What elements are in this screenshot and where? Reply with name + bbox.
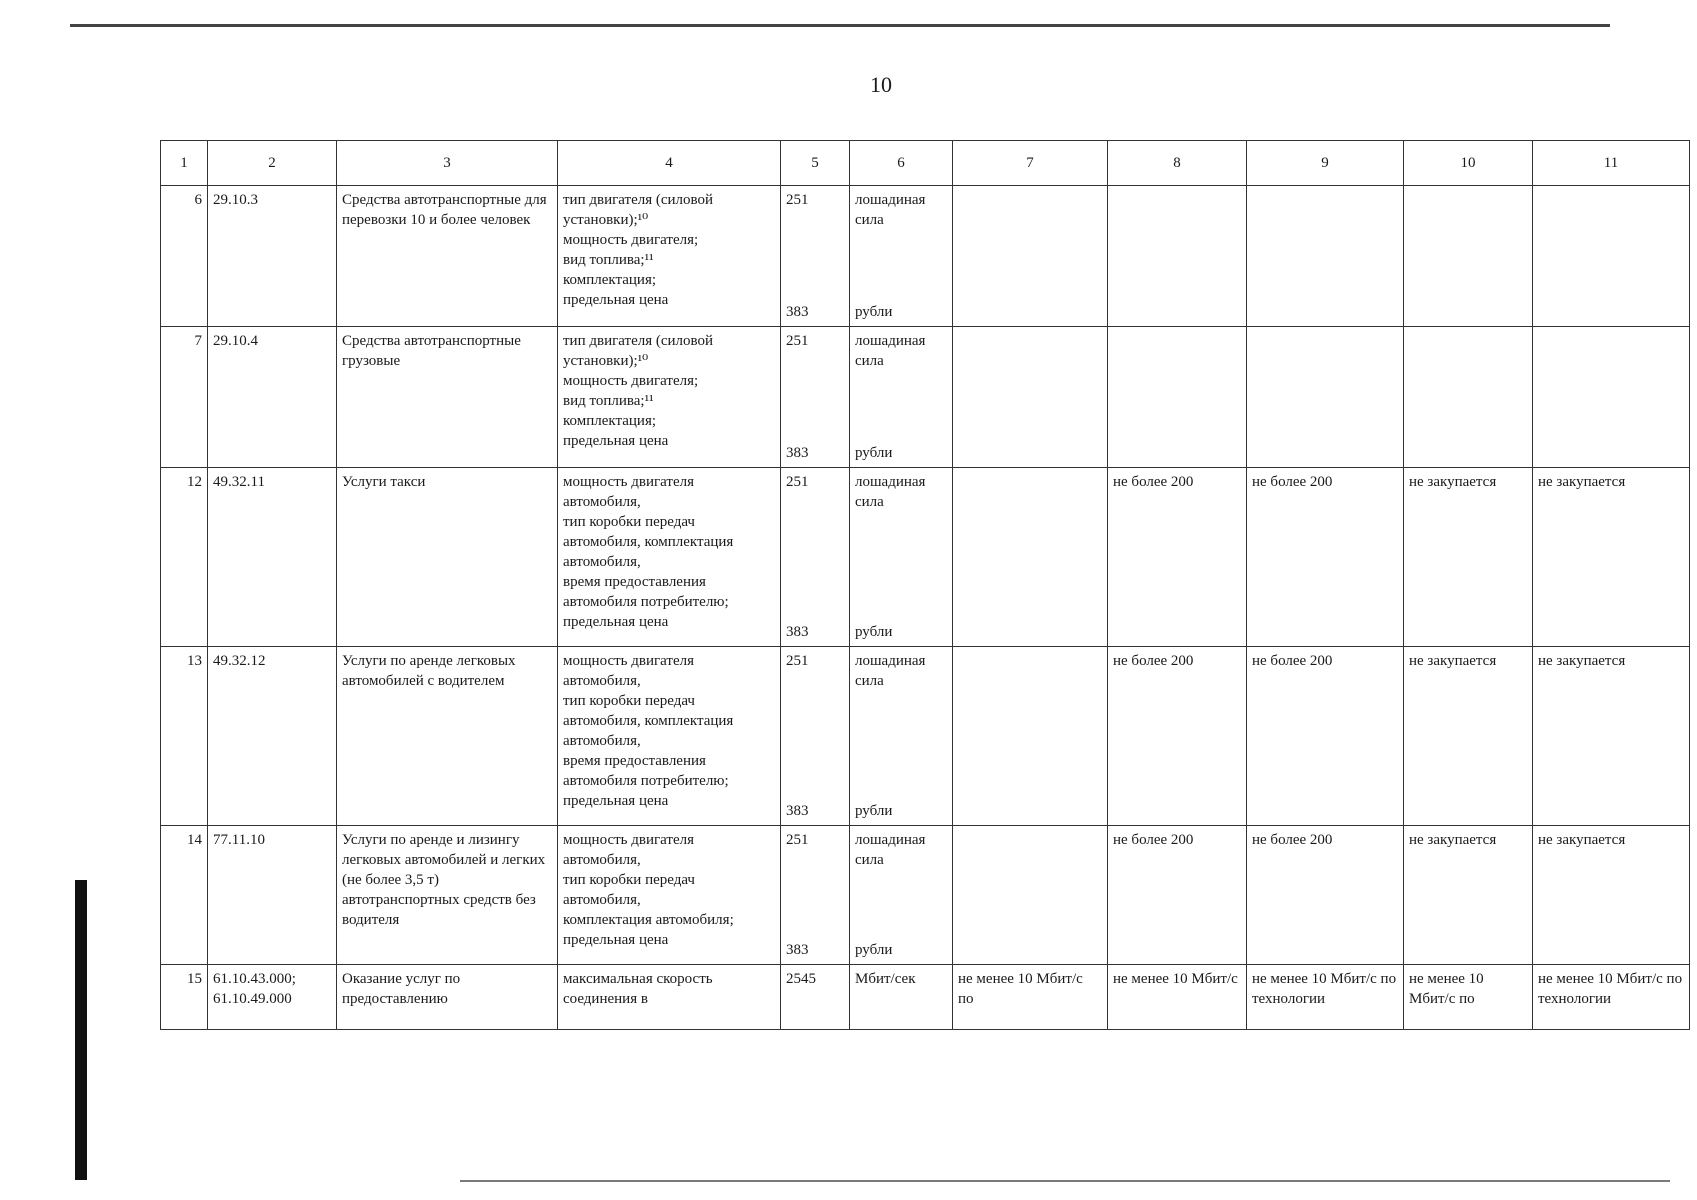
- table-row: [161, 468, 1690, 647]
- characteristics-cell: [558, 327, 781, 468]
- okei-code-bottom: 383: [786, 624, 809, 640]
- unit-stack: [855, 190, 947, 322]
- value-text: не закупается: [1538, 474, 1626, 490]
- value-cell-9: [1247, 186, 1404, 327]
- row-number-cell: [161, 965, 208, 1030]
- okei-code-top: 251: [786, 474, 809, 490]
- row-number: 12: [187, 474, 202, 490]
- characteristic-line: мощность двигателя;: [563, 232, 699, 248]
- value-cell-9: [1247, 965, 1404, 1030]
- characteristic-line: тип коробки передач автомобиля, комплектация автомобиля,: [563, 514, 734, 570]
- characteristic-line: время предоставления автомобиля потребителю;: [563, 753, 729, 789]
- unit-cell: [850, 186, 953, 327]
- characteristic-line: тип коробки передач автомобиля,: [563, 872, 695, 908]
- okei-stack: [786, 830, 844, 960]
- characteristic-line: предельная цена: [563, 433, 669, 449]
- value-text: не более 200: [1113, 832, 1194, 848]
- okei-code-cell: [781, 647, 850, 826]
- characteristic-line: мощность двигателя автомобиля,: [563, 474, 695, 510]
- table-row: [161, 647, 1690, 826]
- value-text: не менее 10 Мбит/с по технологии: [1538, 971, 1683, 1007]
- unit-bottom: рубли: [855, 624, 893, 640]
- row-number: 7: [194, 333, 202, 349]
- value-cell-9: [1247, 468, 1404, 647]
- item-name: Средства автотранспортные для перевозки 10 и более человек: [342, 192, 547, 228]
- header-row: [161, 141, 1690, 186]
- okei-code-bottom: 383: [786, 803, 809, 819]
- okei-stack: [786, 651, 844, 821]
- item-name-cell: [337, 327, 558, 468]
- value-text: не менее 10 Мбит/с по: [1409, 971, 1484, 1007]
- header-cell: 2: [208, 141, 337, 186]
- row-number: 13: [187, 653, 202, 669]
- item-name: Услуги по аренде и лизингу легковых автомобилей и легких (не более 3,5 т) автотранспортных средств без водителя: [342, 832, 546, 928]
- okei-code-top: 251: [786, 832, 809, 848]
- characteristics-cell: [558, 647, 781, 826]
- value-cell-9: [1247, 826, 1404, 965]
- unit-bottom: рубли: [855, 445, 893, 461]
- value-cell-11: [1533, 965, 1690, 1030]
- table-body: [161, 186, 1690, 1030]
- characteristic-line: предельная цена: [563, 793, 669, 809]
- characteristic-line: мощность двигателя автомобиля,: [563, 832, 695, 868]
- value-cell-9: [1247, 327, 1404, 468]
- value-text: не более 200: [1113, 653, 1194, 669]
- characteristic-line: тип двигателя (силовой установки);¹⁰: [563, 333, 714, 369]
- unit-bottom: рубли: [855, 803, 893, 819]
- okei-code-cell: [781, 468, 850, 647]
- header-cell: 11: [1533, 141, 1690, 186]
- value-cell-8: [1108, 965, 1247, 1030]
- characteristic-line: тип коробки передач автомобиля, комплектация автомобиля,: [563, 693, 734, 749]
- okpd-code-cell: [208, 647, 337, 826]
- okei-code-cell: [781, 186, 850, 327]
- characteristics-cell: [558, 826, 781, 965]
- row-number: 14: [187, 832, 202, 848]
- characteristic-line: время предоставления автомобиля потребителю;: [563, 574, 729, 610]
- unit-cell: [850, 468, 953, 647]
- value-text: не закупается: [1409, 474, 1497, 490]
- unit-stack: [855, 651, 947, 821]
- okpd-code-cell: [208, 327, 337, 468]
- value-text: не менее 10 Мбит/с по: [958, 971, 1083, 1007]
- value-cell-7: [953, 327, 1108, 468]
- unit-bottom: рубли: [855, 942, 893, 958]
- row-number-cell: [161, 647, 208, 826]
- item-name-cell: [337, 468, 558, 647]
- characteristics-cell: [558, 186, 781, 327]
- characteristics-cell: [558, 965, 781, 1030]
- characteristic-line: мощность двигателя;: [563, 373, 699, 389]
- okei-stack: [786, 969, 844, 1025]
- okei-code-top: 251: [786, 333, 809, 349]
- value-cell-10: [1404, 826, 1533, 965]
- value-cell-11: [1533, 327, 1690, 468]
- characteristic-line: тип двигателя (силовой установки);¹⁰: [563, 192, 714, 228]
- unit-bottom: рубли: [855, 304, 893, 320]
- unit-stack: [855, 830, 947, 960]
- value-cell-7: [953, 965, 1108, 1030]
- value-cell-7: [953, 647, 1108, 826]
- value-cell-7: [953, 468, 1108, 647]
- characteristic-line: комплектация;: [563, 413, 657, 429]
- okei-code-bottom: 383: [786, 942, 809, 958]
- unit-stack: [855, 472, 947, 642]
- header-cell: 10: [1404, 141, 1533, 186]
- okpd-code: 49.32.11: [213, 474, 265, 490]
- okpd-code: 29.10.4: [213, 333, 258, 349]
- characteristic-line: предельная цена: [563, 614, 669, 630]
- value-cell-11: [1533, 826, 1690, 965]
- table-row: [161, 186, 1690, 327]
- scan-edge-bar: [75, 880, 87, 1180]
- characteristic-line: предельная цена: [563, 292, 669, 308]
- value-cell-7: [953, 826, 1108, 965]
- scan-bottom-rule: [460, 1180, 1670, 1182]
- row-number: 15: [187, 971, 202, 987]
- characteristic-line: предельная цена: [563, 932, 669, 948]
- unit-cell: [850, 647, 953, 826]
- unit-top: лошадиная сила: [855, 653, 926, 689]
- value-text: не более 200: [1252, 653, 1333, 669]
- characteristic-line: комплектация автомобиля;: [563, 912, 734, 928]
- item-name-cell: [337, 965, 558, 1030]
- value-text: не менее 10 Мбит/с: [1113, 971, 1238, 987]
- value-text: не закупается: [1409, 832, 1497, 848]
- okei-code-cell: [781, 826, 850, 965]
- row-number-cell: [161, 826, 208, 965]
- value-text: не закупается: [1538, 832, 1626, 848]
- value-cell-8: [1108, 826, 1247, 965]
- table-row: [161, 965, 1690, 1030]
- table-row: [161, 826, 1690, 965]
- header-cell: 5: [781, 141, 850, 186]
- value-text: не более 200: [1252, 474, 1333, 490]
- okpd-code: 77.11.10: [213, 832, 265, 848]
- header-cell: 3: [337, 141, 558, 186]
- characteristic-line: вид топлива;¹¹: [563, 252, 654, 268]
- okpd-code: 49.32.12: [213, 653, 266, 669]
- characteristic-line: комплектация;: [563, 272, 657, 288]
- value-text: не закупается: [1409, 653, 1497, 669]
- value-cell-11: [1533, 647, 1690, 826]
- header-cell: 8: [1108, 141, 1247, 186]
- value-cell-10: [1404, 186, 1533, 327]
- value-cell-8: [1108, 327, 1247, 468]
- header-cell: 4: [558, 141, 781, 186]
- okei-code-top: 2545: [786, 971, 816, 987]
- unit-cell: [850, 826, 953, 965]
- okei-code-bottom: 383: [786, 445, 809, 461]
- value-cell-11: [1533, 186, 1690, 327]
- okpd-code: 61.10.43.000; 61.10.49.000: [213, 971, 296, 1007]
- unit-top: лошадиная сила: [855, 474, 926, 510]
- okei-code-cell: [781, 965, 850, 1030]
- value-text: не более 200: [1252, 832, 1333, 848]
- unit-top: лошадиная сила: [855, 192, 926, 228]
- value-text: не закупается: [1538, 653, 1626, 669]
- okpd-code-cell: [208, 965, 337, 1030]
- value-cell-9: [1247, 647, 1404, 826]
- unit-top: Мбит/сек: [855, 971, 916, 987]
- item-name-cell: [337, 826, 558, 965]
- characteristic-line: мощность двигателя автомобиля,: [563, 653, 695, 689]
- okei-code-top: 251: [786, 653, 809, 669]
- okei-stack: [786, 472, 844, 642]
- page-number: 10: [870, 72, 892, 97]
- okei-stack: [786, 331, 844, 463]
- requirements-table: [160, 140, 1690, 1030]
- okpd-code-cell: [208, 186, 337, 327]
- characteristics-cell: [558, 468, 781, 647]
- unit-top: лошадиная сила: [855, 333, 926, 369]
- row-number-cell: [161, 468, 208, 647]
- value-cell-10: [1404, 327, 1533, 468]
- row-number-cell: [161, 327, 208, 468]
- okei-code-top: 251: [786, 192, 809, 208]
- item-name: Услуги такси: [342, 474, 426, 490]
- header-cell: 9: [1247, 141, 1404, 186]
- value-cell-8: [1108, 468, 1247, 647]
- okei-code-cell: [781, 327, 850, 468]
- unit-cell: [850, 327, 953, 468]
- okpd-code-cell: [208, 468, 337, 647]
- header-cell: 6: [850, 141, 953, 186]
- value-cell-10: [1404, 965, 1533, 1030]
- item-name-cell: [337, 186, 558, 327]
- value-cell-7: [953, 186, 1108, 327]
- unit-stack: [855, 969, 947, 1025]
- value-cell-10: [1404, 647, 1533, 826]
- okpd-code-cell: [208, 826, 337, 965]
- unit-top: лошадиная сила: [855, 832, 926, 868]
- unit-cell: [850, 965, 953, 1030]
- unit-stack: [855, 331, 947, 463]
- row-number-cell: [161, 186, 208, 327]
- value-text: не менее 10 Мбит/с по технологии: [1252, 971, 1397, 1007]
- item-name: Услуги по аренде легковых автомобилей с водителем: [342, 653, 516, 689]
- item-name: Оказание услуг по предоставлению: [342, 971, 461, 1007]
- okei-code-bottom: 383: [786, 304, 809, 320]
- characteristic-line: вид топлива;¹¹: [563, 393, 654, 409]
- value-cell-10: [1404, 468, 1533, 647]
- value-text: не более 200: [1113, 474, 1194, 490]
- header-cell: 1: [161, 141, 208, 186]
- item-name-cell: [337, 647, 558, 826]
- scan-top-rule: [70, 24, 1610, 27]
- table-row: [161, 327, 1690, 468]
- okei-stack: [786, 190, 844, 322]
- row-number: 6: [194, 192, 202, 208]
- characteristic-line: максимальная скорость соединения в: [563, 971, 713, 1007]
- okpd-code: 29.10.3: [213, 192, 258, 208]
- item-name: Средства автотранспортные грузовые: [342, 333, 521, 369]
- header-cell: 7: [953, 141, 1108, 186]
- value-cell-8: [1108, 647, 1247, 826]
- value-cell-8: [1108, 186, 1247, 327]
- value-cell-11: [1533, 468, 1690, 647]
